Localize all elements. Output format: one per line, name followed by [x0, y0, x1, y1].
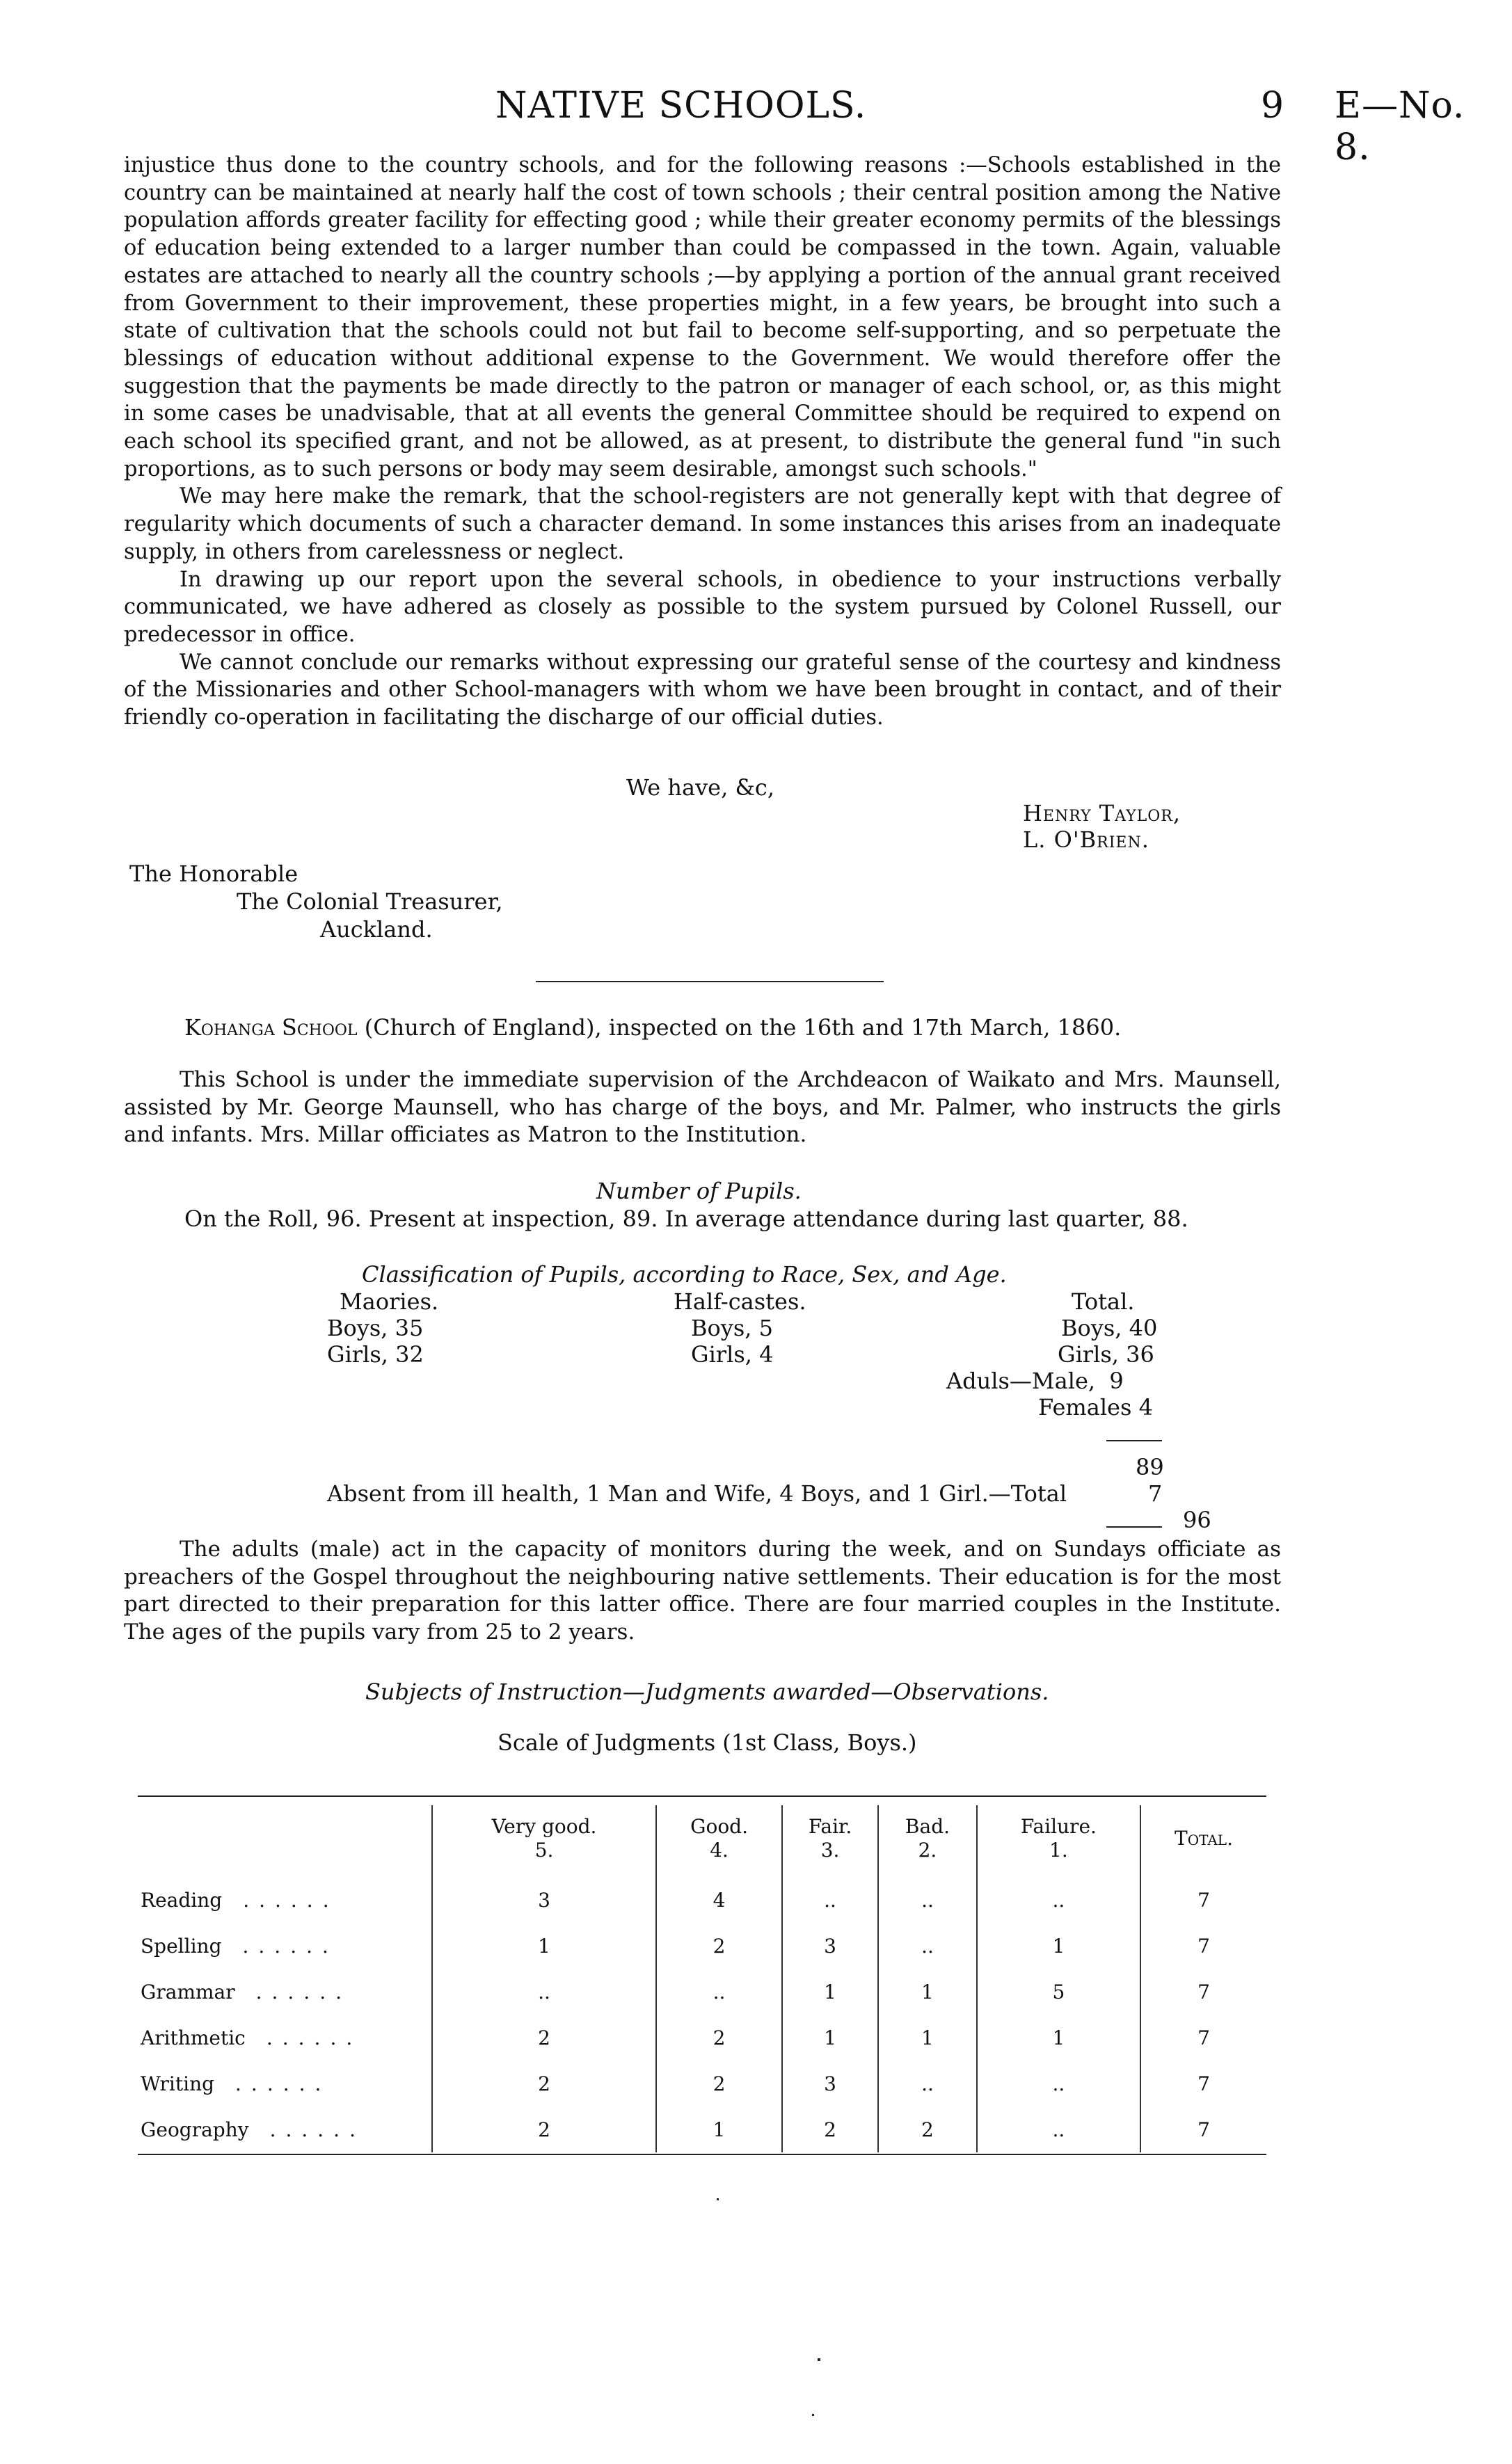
value-cell: 1	[432, 1923, 656, 1969]
subject-cell: Writing ......	[141, 2072, 331, 2095]
value-cell: 3	[782, 1923, 878, 1969]
value-cell: 2	[432, 2061, 656, 2106]
column-header: Bad. 2.	[878, 1805, 977, 1872]
value-cell: 2	[432, 2106, 656, 2152]
column-header: Failure. 1.	[977, 1805, 1140, 1872]
column-header: Fair. 3.	[782, 1805, 878, 1872]
half-castes-label: Half-castes.	[674, 1288, 806, 1315]
total-label: Total.	[1072, 1288, 1135, 1315]
value-cell: 1	[977, 1923, 1140, 1969]
value-cell: 1	[878, 2015, 977, 2061]
adults-paragraph	[124, 1536, 1281, 1646]
sum-rule	[1106, 1440, 1162, 1441]
maories-boys: Boys, 35	[327, 1315, 424, 1341]
value-cell: 1	[977, 2015, 1140, 2061]
value-cell: 1	[782, 2015, 878, 2061]
value-cell: ..	[878, 2061, 977, 2106]
value-cell: 7	[1140, 2061, 1266, 2106]
grand-total: 96	[1183, 1507, 1211, 1533]
value-cell: 3	[432, 1872, 656, 1923]
total-adults-male: Aduls—Male, 9	[946, 1368, 1124, 1394]
value-cell: 2	[656, 2015, 782, 2061]
letter-paragraph: We cannot conclude our remarks without expressing our grateful sense of the courtesy and kindness of the Missionaries and other School-managers with whom we have been brought in contact, and of their friendly co-operation in facilitating the discharge of our official duties.	[124, 650, 1281, 730]
value-cell: 7	[1140, 2106, 1266, 2152]
letter-paragraph: In drawing up our report upon the several schools, in obedience to your instructions verbally communicated, we have adhered as closely as possible to the system pursued by Colonel Russell, our predecessor in office.	[124, 567, 1281, 647]
table-bottom-rule	[138, 2154, 1266, 2155]
school-description	[124, 1066, 1281, 1149]
subject-header	[138, 1805, 432, 1872]
school-heading	[184, 1014, 1121, 1041]
table-header-row	[138, 1805, 1266, 1872]
print-speck	[812, 2414, 814, 2416]
pupils-heading: Number of Pupils.	[596, 1178, 802, 1204]
value-cell: ..	[977, 2061, 1140, 2106]
table-row	[138, 2106, 1266, 2152]
value-cell: ..	[878, 1923, 977, 1969]
total-girls: Girls, 36	[1058, 1341, 1154, 1368]
column-header: Good. 4.	[656, 1805, 782, 1872]
table-row	[138, 2061, 1266, 2106]
classification-heading: Classification of Pupils, according to Race, Sex, and Age.	[362, 1261, 1007, 1288]
school-name: Kohanga School	[184, 1014, 358, 1041]
present-sum: 89	[1136, 1454, 1164, 1480]
letter-closing: We have, &c,	[626, 774, 775, 801]
column-header: Very good. 5.	[432, 1805, 656, 1872]
subject-cell: Arithmetic ......	[141, 2026, 363, 2049]
absent-text: Absent from ill health, 1 Man and Wife, 4 Boys, and 1 Girl.—Total	[327, 1480, 1067, 1507]
value-cell: 1	[656, 2106, 782, 2152]
pupils-summary: On the Roll, 96. Present at inspection, 89. In average attendance during last quarter, 88.	[184, 1206, 1188, 1232]
table-row	[138, 1872, 1266, 1923]
value-cell: 3	[782, 2061, 878, 2106]
value-cell: 1	[878, 1969, 977, 2015]
maories-label: Maories.	[340, 1288, 439, 1315]
value-cell: 2	[782, 2106, 878, 2152]
value-cell: 4	[656, 1872, 782, 1923]
value-cell: 5	[977, 1969, 1140, 2015]
value-cell: ..	[977, 1872, 1140, 1923]
addressee-line: The Colonial Treasurer,	[237, 888, 503, 915]
table-row	[138, 1923, 1266, 1969]
subject-cell: Geography ......	[141, 2118, 365, 2141]
value-cell: 7	[1140, 1923, 1266, 1969]
addressee-line: The Honorable	[129, 861, 299, 887]
subject-cell: Grammar ......	[141, 1980, 352, 2003]
value-cell: ..	[782, 1872, 878, 1923]
maories-girls: Girls, 32	[327, 1341, 424, 1368]
value-cell: 7	[1140, 1872, 1266, 1923]
letter-body	[124, 152, 1281, 732]
value-cell: 2	[656, 1923, 782, 1969]
value-cell: 2	[656, 2061, 782, 2106]
value-cell: ..	[656, 1969, 782, 2015]
subjects-heading: Subjects of Instruction—Judgments awarded—Observations.	[365, 1679, 1049, 1705]
addressee-line: Auckland.	[320, 916, 433, 943]
value-cell: 1	[782, 1969, 878, 2015]
grand-total-rule	[1106, 1526, 1162, 1528]
adults-paragraph-text: The adults (male) act in the capacity of monitors during the week, and on Sundays officiate as preachers of the Gospel throughout the neighbouring native settlements. Their education is for the most part directed to their preparation for this latter office. There are four married couples in the Institute. The ages of the pupils vary from 25 to 2 years.	[124, 1537, 1281, 1645]
total-females: Females 4	[1038, 1394, 1153, 1421]
half-castes-girls: Girls, 4	[691, 1341, 774, 1368]
print-speck	[717, 2198, 719, 2200]
document-reference: E—No. 8.	[1335, 85, 1465, 168]
letter-paragraph: injustice thus done to the country schools, and for the following reasons :—Schools established in the country can be maintained at nearly half the cost of town schools ; their central position among the Native population affords greater facility for effecting good ; while their greater economy permits of the blessings of education being extended to a larger number than could be compassed in the town. Again, valuable estates are attached to nearly all the country schools ;—by applying a portion of the annual grant received from Government to their improvement, these properties might, in a few years, be brought into such a state of cultivation that the schools could not but fail to become self-supporting, and so perpetuate the blessings of education without additional expense to the Government. We would therefore offer the suggestion that the payments be made directly to the patron or manager of each school, or, as this might in some cases be unadvisable, that at all events the general Committee should be required to expend on each school its specified grant, and not be allowed, as at present, to distribute the general fund "in such proportions, as to such persons or body may seem desirable, amongst such schools."	[124, 153, 1281, 481]
print-speck	[818, 2358, 820, 2361]
value-cell: ..	[977, 2106, 1140, 2152]
subject-cell: Reading ......	[141, 1888, 339, 1912]
table-row	[138, 2015, 1266, 2061]
value-cell: 2	[878, 2106, 977, 2152]
school-description-text: This School is under the immediate supervision of the Archdeacon of Waikato and Mrs. Maunsell, assisted by Mr. George Maunsell, who has charge of the boys, and Mr. Palmer, who instructs the girls and infants. Mrs. Millar officiates as Matron to the Institution.	[124, 1067, 1281, 1148]
subject-cell: Spelling ......	[141, 1934, 338, 1958]
absent-total: 7	[1148, 1480, 1163, 1507]
table-top-rule	[138, 1795, 1266, 1797]
scale-heading: Scale of Judgments (1st Class, Boys.)	[498, 1729, 917, 1756]
value-cell: 7	[1140, 1969, 1266, 2015]
column-header: Total.	[1140, 1805, 1266, 1872]
value-cell: ..	[432, 1969, 656, 2015]
total-boys: Boys, 40	[1061, 1315, 1158, 1341]
school-heading-rest: (Church of England), inspected on the 16th and 17th March, 1860.	[364, 1014, 1122, 1041]
letter-paragraph: We may here make the remark, that the school-registers are not generally kept with that degree of regularity which documents of such a character demand. In some instances this arises from an inadequate supply, in others from carelessness or neglect.	[124, 484, 1281, 564]
value-cell: 2	[432, 2015, 656, 2061]
signatory-henry-taylor: Henry Taylor,	[1023, 800, 1181, 826]
judgments-table	[138, 1805, 1266, 2152]
section-divider	[536, 981, 884, 982]
half-castes-boys: Boys, 5	[691, 1315, 773, 1341]
value-cell: 7	[1140, 2015, 1266, 2061]
page-number: 9	[1261, 85, 1285, 127]
running-header-title: NATIVE SCHOOLS.	[495, 85, 867, 127]
value-cell: ..	[878, 1872, 977, 1923]
table-row	[138, 1969, 1266, 2015]
signatory-obrien: L. O'Brien.	[1023, 826, 1149, 853]
